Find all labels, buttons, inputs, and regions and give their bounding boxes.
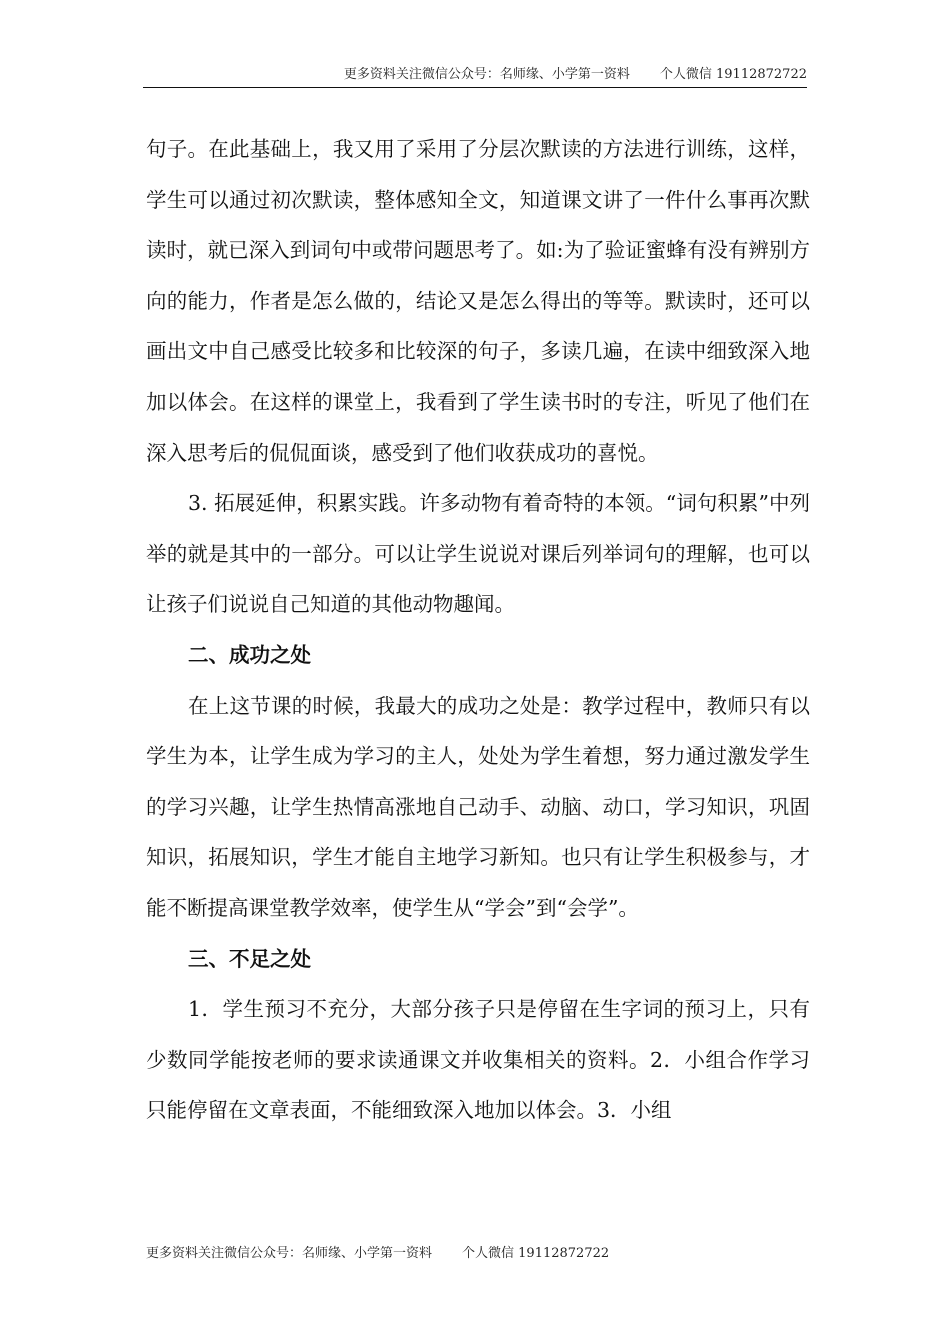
heading-shortcomings: 三、不足之处	[188, 946, 311, 971]
header-contact: 个人微信 19112872722	[659, 67, 807, 82]
paragraph-extension-practice: 3. 拓展延伸，积累实践。许多动物有着奇特的本领。“词句积累”中列举的就是其中的一部分。可以让学生说说对课后列举词句的理解，也可以让孩子们说说自己知道的其他动物趣闻。	[146, 491, 810, 617]
header-publisher: 更多资料关注微信公众号：名师缘、小学第一资料	[343, 67, 630, 82]
paragraph-successes: 在上这节课的时候，我最大的成功之处是：教学过程中，教师只有以学生为本，让学生成为学习的主人，处处为学生着想，努力通过激发学生的学习兴趣，让学生热情高涨地自己动手、动脑、动口，学习知识，巩固知识，拓展知识，学生才能自主地学习新知。也只有让学生积极参与，才能不断提高课堂教学效率，使学生从“学会”到“会学”。	[146, 693, 810, 920]
heading-successes: 二、成功之处	[188, 642, 311, 667]
paragraph-reading-method: 句子。在此基础上，我又用了采用了分层次默读的方法进行训练，这样，学生可以通过初次默读，整体感知全文，知道课文讲了一件什么事再次默读时，就已深入到词句中或带问题思考了。如:为了验证蜜蜂有没有辨别方向的能力，作者是怎么做的，结论又是怎么得出的等等。默读时，还可以画出文中自己感受比较多和比较深的句子，多读几遍，在读中细致深入地加以体会。在这样的课堂上，我看到了学生读书时的专注，听见了他们在深入思考后的侃侃面谈，感受到了他们收获成功的喜悦。	[146, 137, 810, 465]
footer-publisher: 更多资料关注微信公众号：名师缘、小学第一资料	[146, 1246, 433, 1261]
page-header	[344, 66, 807, 84]
header-divider	[143, 87, 807, 88]
page-footer	[146, 1245, 609, 1263]
footer-contact: 个人微信 19112872722	[462, 1246, 610, 1261]
paragraph-shortcomings: 1．学生预习不充分，大部分孩子只是停留在生字词的预习上，只有少数同学能按老师的要求读通课文并收集相关的资料。2．小组合作学习只能停留在文章表面，不能细致深入地加以体会。3．小组	[146, 997, 810, 1123]
document-body	[146, 124, 810, 1136]
